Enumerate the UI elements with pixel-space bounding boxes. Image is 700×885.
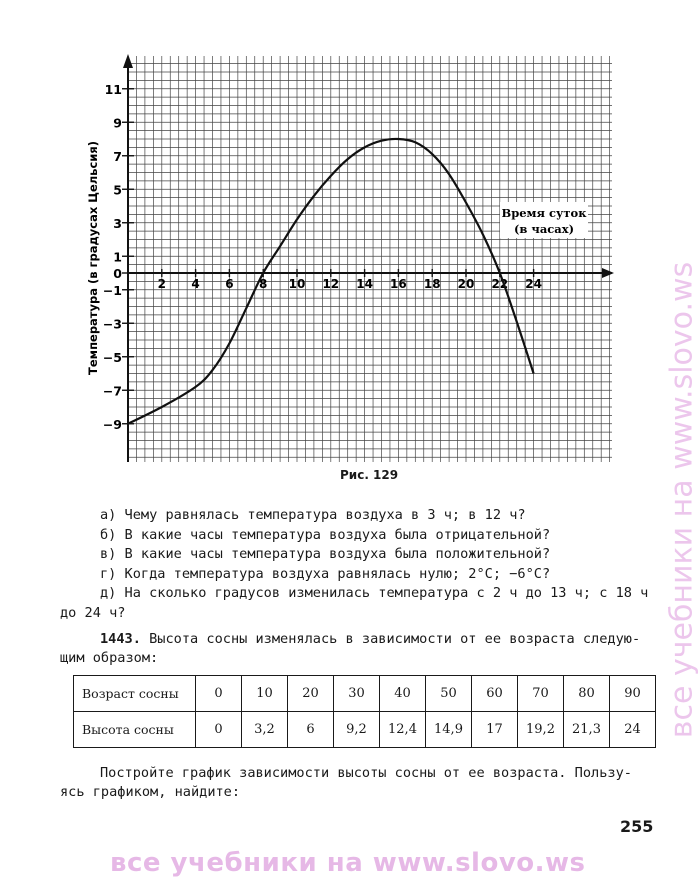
y-tick-label: −7 bbox=[102, 383, 122, 399]
x-axis-arrow bbox=[602, 268, 614, 278]
questions-list bbox=[60, 506, 660, 624]
y-axis-label: Температура (в градусах Цельсия) bbox=[86, 141, 100, 375]
x-tick-label: 8 bbox=[259, 277, 268, 291]
height-cell: 24 bbox=[610, 712, 656, 748]
height-cell: 6 bbox=[288, 712, 334, 748]
age-header: Возраст сосны bbox=[74, 676, 196, 712]
x-tick-label: 10 bbox=[288, 277, 306, 291]
y-tick-label: −9 bbox=[102, 416, 122, 432]
task-line2: ясь графиком, найдите: bbox=[60, 784, 241, 800]
question-e: д) На сколько градусов изменилась температура с 2 ч до 13 ч; с 18 ч bbox=[100, 585, 649, 602]
age-cell: 50 bbox=[426, 676, 472, 712]
question-c: в) В какие часы температура воздуха была положительной? bbox=[100, 546, 551, 563]
question-d: г) Когда температура воздуха равнялась нулю; 2°С; −6°С? bbox=[100, 565, 551, 582]
height-cell: 21,3 bbox=[564, 712, 610, 748]
x-tick-label: 12 bbox=[322, 277, 340, 291]
x-axis-label-line1: Время суток bbox=[501, 206, 587, 220]
age-cell: 30 bbox=[334, 676, 380, 712]
height-header: Высота сосны bbox=[74, 712, 196, 748]
x-tick-label: 24 bbox=[525, 277, 542, 291]
age-cell: 40 bbox=[380, 676, 426, 712]
figure-caption: Рис. 129 bbox=[340, 468, 399, 482]
age-cell: 70 bbox=[518, 676, 564, 712]
height-cell: 14,9 bbox=[426, 712, 472, 748]
y-tick-label: 7 bbox=[113, 148, 122, 164]
y-tick-label: −5 bbox=[102, 349, 122, 365]
x-tick-label: 18 bbox=[423, 277, 441, 291]
problem-number: 1443. bbox=[100, 631, 141, 647]
height-row bbox=[74, 712, 656, 748]
height-cell: 17 bbox=[472, 712, 518, 748]
x-tick-label: 6 bbox=[225, 277, 234, 291]
y-tick-label: −1 bbox=[102, 282, 122, 298]
pine-table bbox=[73, 675, 656, 748]
y-tick-label: 11 bbox=[104, 81, 122, 97]
x-tick-label: 2 bbox=[157, 277, 166, 291]
y-tick-label: 0 bbox=[113, 266, 122, 281]
y-tick-label: 9 bbox=[113, 115, 122, 131]
age-cell: 90 bbox=[610, 676, 656, 712]
page-number: 255 bbox=[620, 817, 654, 836]
height-cell: 19,2 bbox=[518, 712, 564, 748]
problem-1443 bbox=[60, 630, 660, 668]
x-tick-label: 14 bbox=[356, 277, 373, 291]
task-text bbox=[60, 764, 660, 802]
problem-text-line2: щим образом: bbox=[60, 650, 159, 666]
y-tick-label: 1 bbox=[113, 249, 122, 265]
age-cell: 10 bbox=[242, 676, 288, 712]
age-cell: 60 bbox=[472, 676, 518, 712]
y-tick-label: 3 bbox=[113, 215, 122, 231]
question-b: б) В какие часы температура воздуха была отрицательной? bbox=[100, 526, 551, 543]
y-tick-label: −3 bbox=[102, 316, 122, 332]
age-row bbox=[74, 676, 656, 712]
age-cell: 80 bbox=[564, 676, 610, 712]
height-cell: 12,4 bbox=[380, 712, 426, 748]
height-cell: 9,2 bbox=[334, 712, 380, 748]
y-axis-arrow bbox=[123, 54, 133, 68]
x-tick-label: 4 bbox=[191, 277, 200, 291]
problem-text-line1: Высота сосны изменялась в зависимости от ее возраста следую- bbox=[140, 631, 641, 647]
question-a: а) Чему равнялась температура воздуха в 3 ч; в 12 ч? bbox=[100, 507, 526, 523]
x-axis-label-line2: (в часах) bbox=[513, 222, 575, 236]
height-cell: 3,2 bbox=[242, 712, 288, 748]
age-cell: 0 bbox=[196, 676, 242, 712]
watermark-bottom: все учебники на www.slovo.ws bbox=[110, 848, 586, 878]
x-tick-label: 20 bbox=[457, 277, 475, 291]
y-tick-label: 5 bbox=[113, 182, 122, 198]
task-line1: Постройте график зависимости высоты сосны от ее возраста. Пользу- bbox=[100, 765, 632, 781]
question-e-continuation: до 24 ч? bbox=[60, 604, 126, 621]
x-tick-label: 16 bbox=[390, 277, 407, 291]
height-cell: 0 bbox=[196, 712, 242, 748]
x-tick-label: 22 bbox=[491, 277, 509, 291]
watermark-side: все учебники на www.slovo.ws bbox=[664, 261, 700, 739]
age-cell: 20 bbox=[288, 676, 334, 712]
